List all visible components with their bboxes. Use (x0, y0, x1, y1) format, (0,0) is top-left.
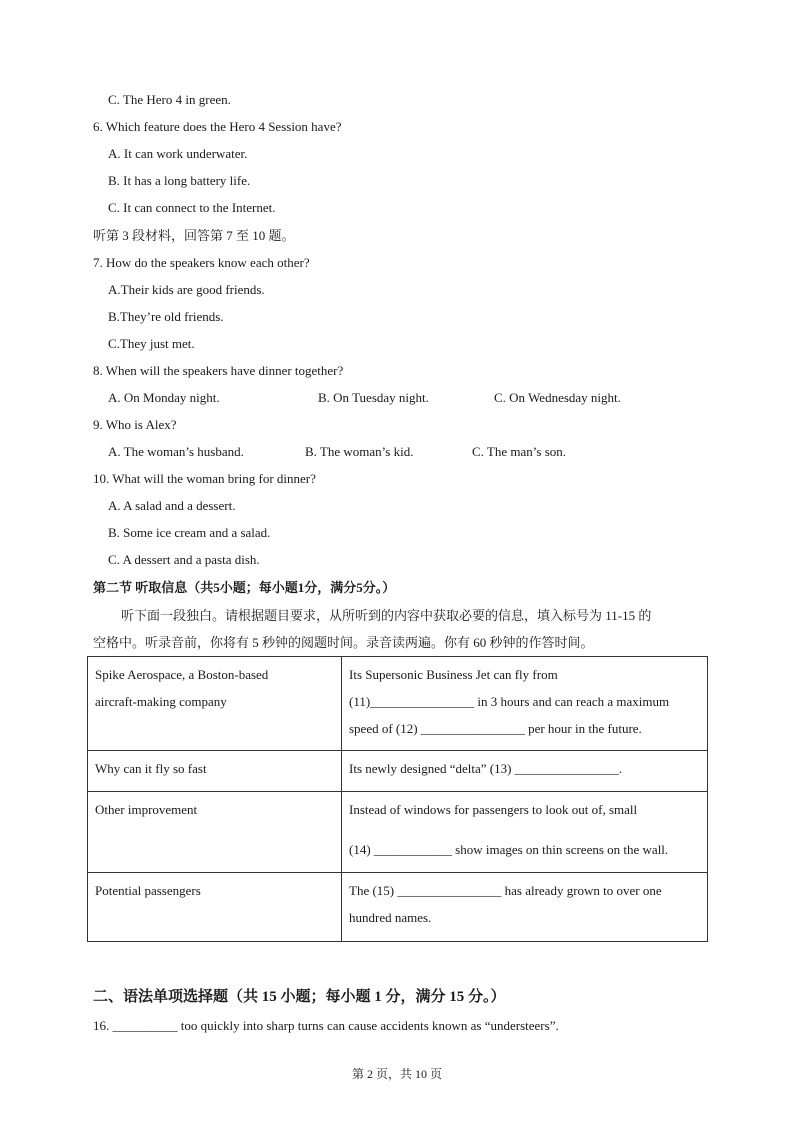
section-instruction-2: 空格中。听录音前，你将有 5 秒钟的阅题时间。录音读两遍。你有 60 秒钟的作答时间。 (93, 635, 594, 650)
q7-option-b: B.They’re old friends. (108, 309, 224, 324)
table-cell-content: Instead of windows for passengers to look out of, small (14) ____________ show images on thin screens on the wall. (342, 792, 708, 873)
table-cell-label: Spike Aerospace, a Boston-based aircraft-making company (88, 657, 342, 751)
table-cell-label: Other improvement (88, 792, 342, 873)
q9-options (0, 444, 794, 460)
q9-option-c: C. The man’s son. (472, 444, 567, 459)
table-cell-label: Why can it fly so fast (88, 751, 342, 792)
table-row (88, 792, 708, 873)
section-title: 第二节 听取信息（共5小题；每小题1分，满分5分。） (93, 580, 396, 595)
info-table (87, 656, 708, 942)
q10-option-a: A. A salad and a dessert. (108, 498, 236, 513)
table-row (88, 873, 708, 942)
blank-13: Its newly designed “delta” (13) ________________. (342, 751, 708, 792)
q9-option-a: A. The woman’s husband. (108, 444, 244, 459)
q8-option-b: B. On Tuesday night. (318, 390, 429, 405)
q10-option-b: B. Some ice cream and a salad. (108, 525, 271, 540)
table-cell-label: Potential passengers (88, 873, 342, 942)
blank-15: The (15) ________________ has already grown to over one (349, 883, 662, 898)
table-row (88, 751, 708, 792)
q16-stem: 16. __________ too quickly into sharp turns can cause accidents known as “understeers”. (93, 1018, 559, 1033)
q6-option-a: A. It can work underwater. (108, 146, 248, 161)
q7-option-c: C.They just met. (108, 336, 195, 351)
blank-11: (11)________________ in 3 hours and can reach a maximum (349, 694, 670, 709)
blank-14: (14) ____________ show images on thin screens on the wall. (349, 842, 669, 857)
table-cell-content: Its Supersonic Business Jet can fly from (11)________________ in 3 hours and can reach a maximum speed of (12) ________________ per hour in the future. (342, 657, 708, 751)
q6-option-c: C. It can connect to the Internet. (108, 200, 276, 215)
q9-option-b: B. The woman’s kid. (305, 444, 414, 459)
q8-option-a: A. On Monday night. (108, 390, 220, 405)
q8-option-c: C. On Wednesday night. (494, 390, 621, 405)
q9-stem: 9. Who is Alex? (93, 417, 177, 432)
blank-12: speed of (12) ________________ per hour in the future. (349, 721, 642, 736)
q8-options (0, 390, 794, 406)
q5-option-c: C. The Hero 4 in green. (108, 92, 231, 107)
part2-title: 二、语法单项选择题（共 15 小题；每小题 1 分，满分 15 分。） (93, 989, 506, 1005)
q10-stem: 10. What will the woman bring for dinner? (93, 471, 316, 486)
table-row (88, 657, 708, 751)
q6-option-b: B. It has a long battery life. (108, 173, 251, 188)
page-footer: 第 2 页，共 10 页 (351, 1067, 442, 1081)
q8-stem: 8. When will the speakers have dinner together? (93, 363, 344, 378)
q10-option-c: C. A dessert and a pasta dish. (108, 552, 260, 567)
passage3-intro: 听第 3 段材料，回答第 7 至 10 题。 (93, 228, 295, 243)
q6-stem: 6. Which feature does the Hero 4 Session have? (93, 119, 342, 134)
table-cell-content: The (15) ________________ has already grown to over one hundred names. (342, 873, 708, 942)
q7-option-a: A.Their kids are good friends. (108, 282, 265, 297)
section-instruction-1: 听下面一段独白。请根据题目要求，从所听到的内容中获取必要的信息，填入标号为 11-15 的 (121, 608, 652, 623)
q7-stem: 7. How do the speakers know each other? (93, 255, 310, 270)
